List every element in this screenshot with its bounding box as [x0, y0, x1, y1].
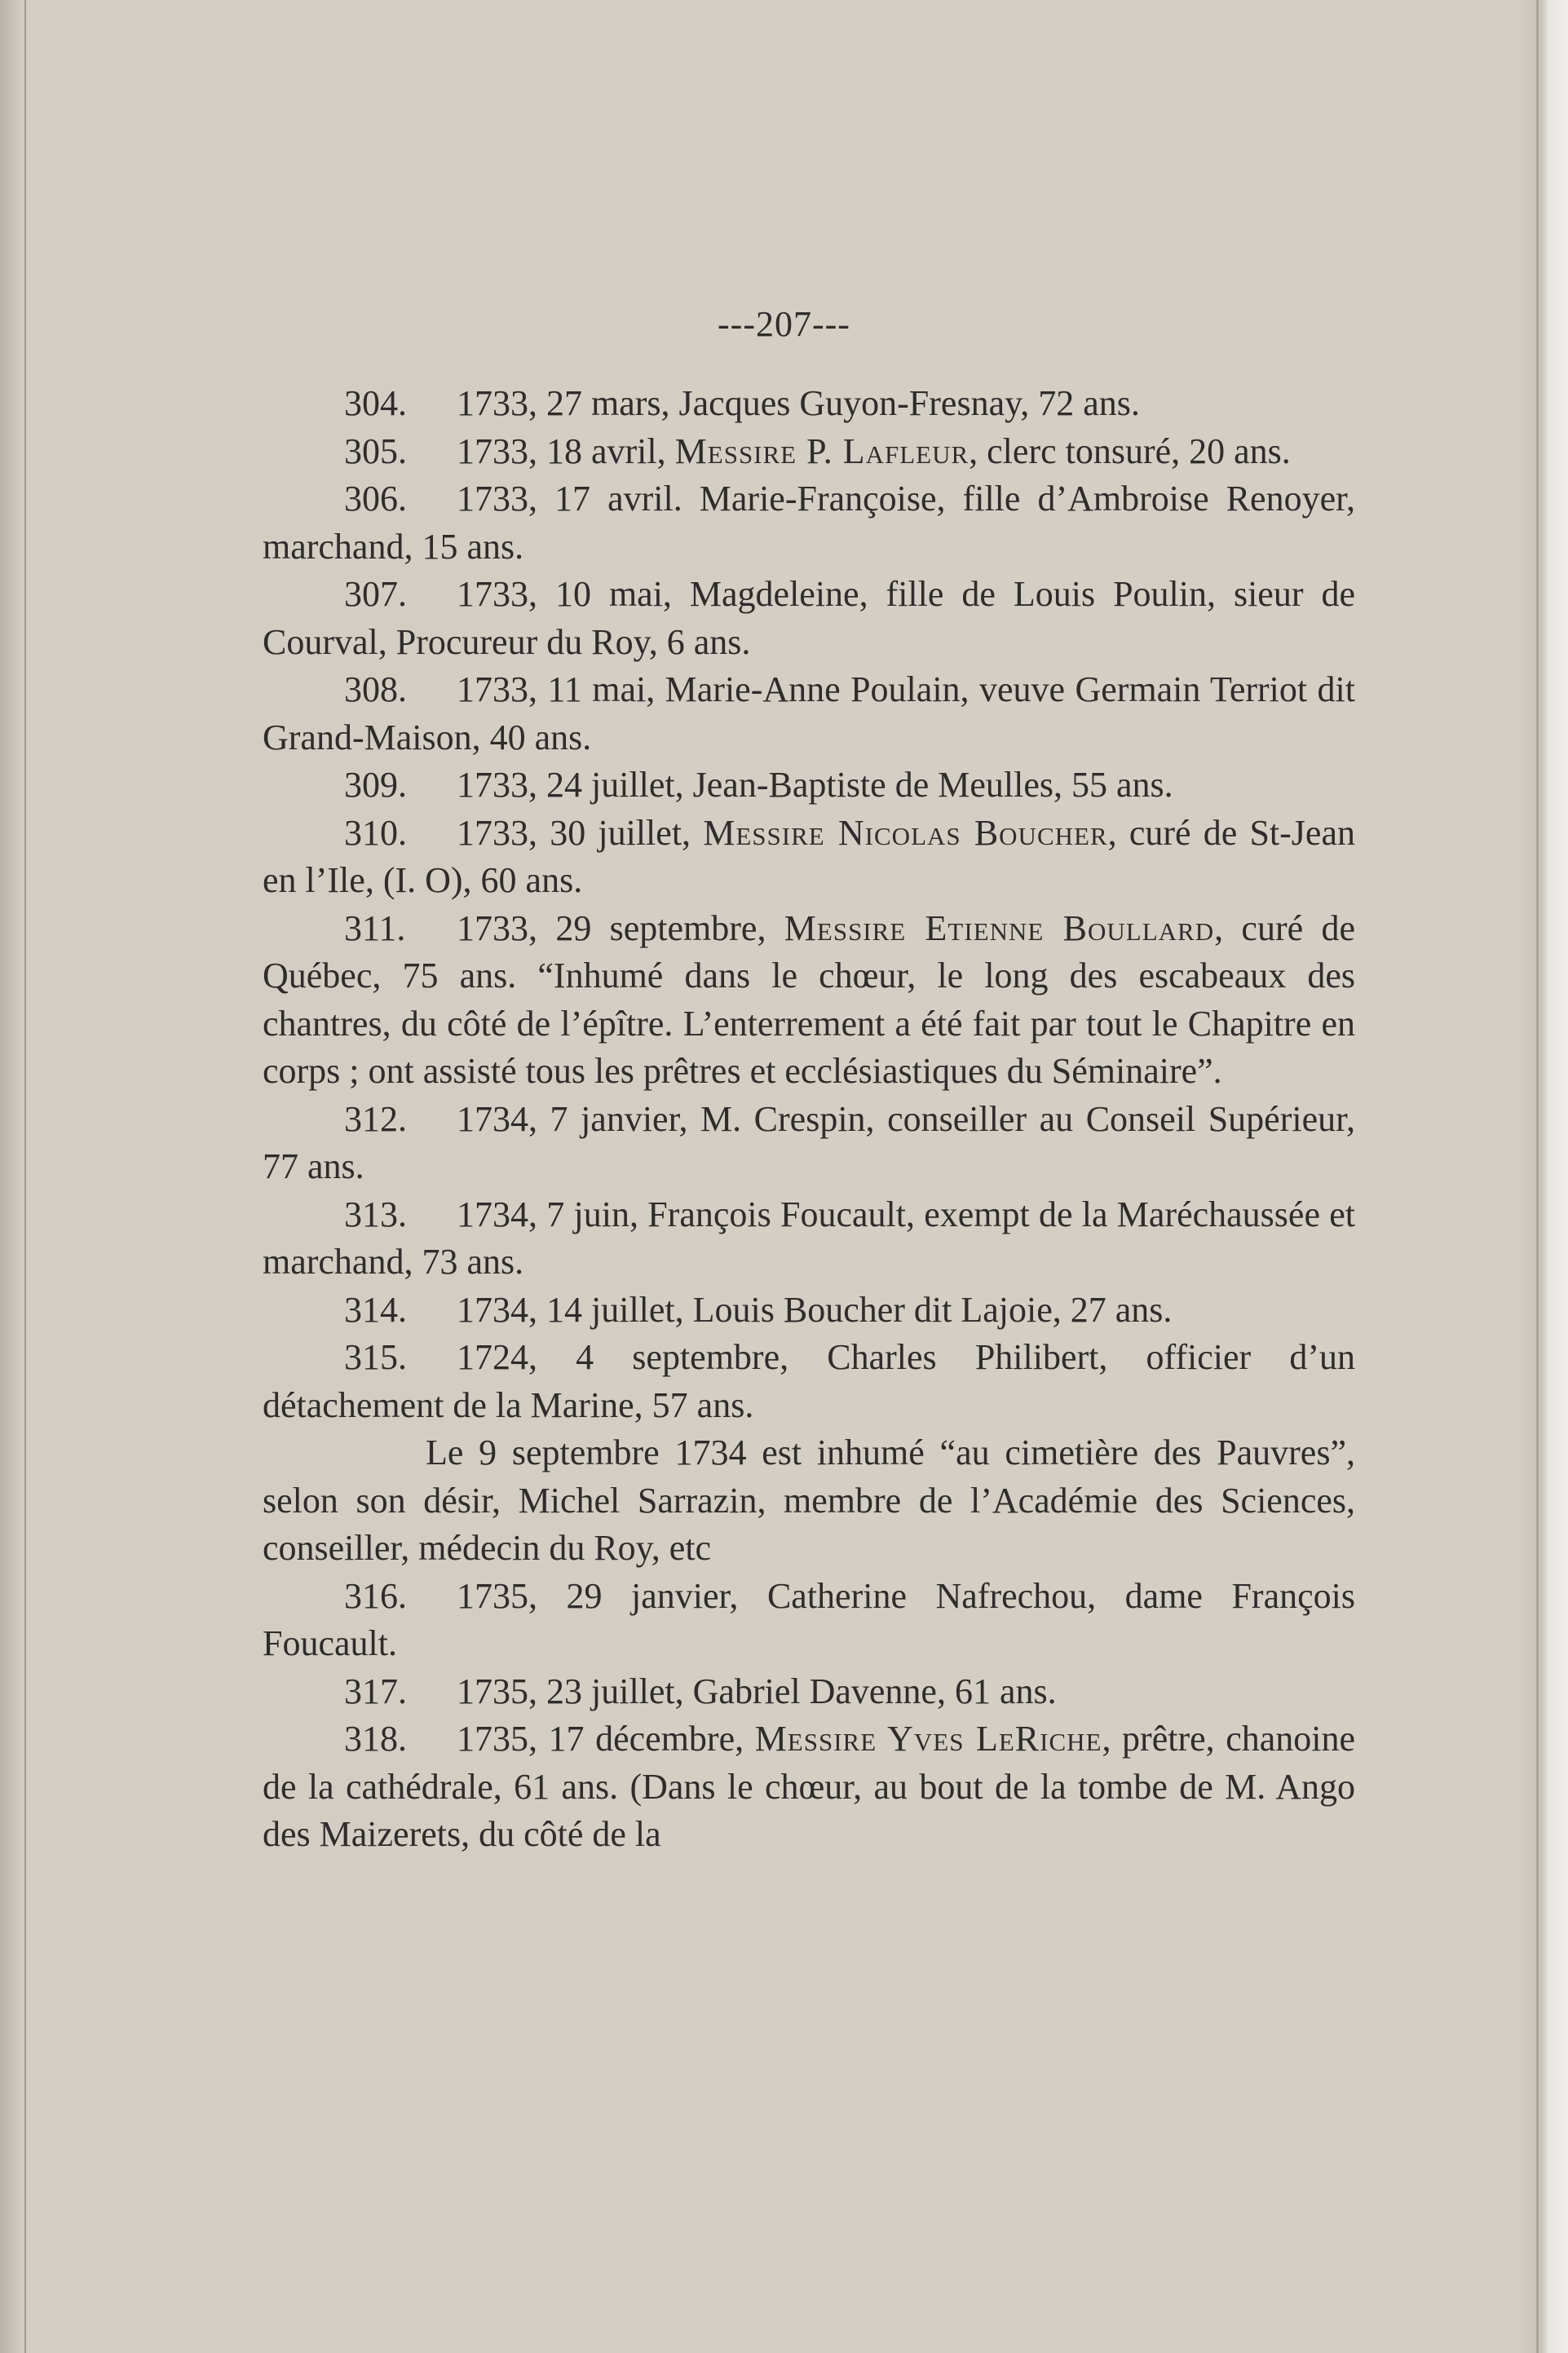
entry	[263, 1287, 1355, 1335]
entry-number: 316.	[344, 1575, 407, 1616]
entry-text: 1735, 17 décembre,	[457, 1719, 755, 1759]
entry	[263, 1668, 1355, 1716]
entry-text: 1733, 11 mai, Marie-Anne Poulain, veuve Germain Terriot dit Grand-Maison, 40 ans.	[263, 669, 1355, 757]
entry-text: 1733, 18 avril,	[457, 430, 675, 471]
clergy-name: Messire P. Lafleur	[674, 430, 970, 471]
entry	[263, 905, 1355, 1096]
entry-text-continued: , clerc tonsuré, 20 ans.	[969, 430, 1291, 471]
entry	[263, 1715, 1355, 1859]
entry-text: 1734, 7 juin, François Foucault, exempt de la Maréchaussée et marchand, 73 ans.	[263, 1194, 1355, 1282]
entry-number: 318.	[344, 1719, 407, 1759]
entry-text-continued: , curé de Québec, 75 ans. “Inhumé dans le chœur, le long des escabeaux des chantres, du côté de l’épître. L’enterrement a été fait par tout le Chapitre en corps ; ont assisté tous les prêtres et ecclésiastiques du Séminaire”.	[263, 907, 1355, 1091]
entry-text: 1724, 4 septembre, Charles Philibert, officier d’un détachement de la Marine, 57 ans.	[263, 1337, 1355, 1425]
entry-text: 1734, 14 juillet, Louis Boucher dit Lajoie, 27 ans.	[457, 1289, 1173, 1330]
entry-text-continued: , curé de St-Jean en l’Ile, (I. O), 60 ans.	[263, 812, 1355, 900]
entry-text: 1733, 29 septembre,	[457, 907, 784, 948]
entry	[263, 666, 1355, 762]
entry-text: 1734, 7 janvier, M. Crespin, conseiller au Conseil Supérieur, 77 ans.	[263, 1098, 1355, 1186]
entry	[263, 762, 1355, 810]
entry	[263, 1096, 1355, 1191]
entry-number: 306.	[344, 479, 407, 519]
clergy-name: Messire Etienne Boullard	[784, 907, 1215, 948]
entry-text: 1735, 29 janvier, Catherine Nafrechou, dame François Foucault.	[263, 1575, 1355, 1663]
entry	[263, 475, 1355, 571]
entry-number: 309.	[344, 765, 407, 805]
entry	[263, 1573, 1355, 1668]
page-edge	[1536, 0, 1539, 2353]
entry-text: 1733, 10 mai, Magdeleine, fille de Louis Poulin, sieur de Courval, Procureur du Roy, 6 ans.	[263, 574, 1355, 662]
entry-number: 315.	[344, 1337, 407, 1377]
entry-number: 304.	[344, 383, 407, 423]
entries-list	[263, 380, 1355, 1429]
entry-number: 313.	[344, 1194, 407, 1234]
gutter-line	[24, 0, 26, 2353]
entry-text: 1733, 24 juillet, Jean-Baptiste de Meulles, 55 ans.	[457, 765, 1173, 805]
entry-number: 317.	[344, 1671, 407, 1711]
entries-list-continued	[263, 1573, 1355, 1859]
entry	[263, 380, 1355, 428]
clergy-name: Messire Yves LeRiche	[754, 1719, 1102, 1759]
entry-number: 308.	[344, 669, 407, 709]
entry-number: 310.	[344, 812, 407, 853]
entry-text: 1733, 17 avril. Marie-Françoise, fille d’Ambroise Renoyer, marchand, 15 ans.	[263, 479, 1355, 567]
entry-text: 1735, 23 juillet, Gabriel Davenne, 61 ans.	[457, 1671, 1057, 1711]
entry-number: 305.	[344, 430, 407, 471]
entry-number: 311.	[344, 907, 406, 948]
clergy-name: Messire Nicolas Boucher	[703, 812, 1108, 853]
burial-note: Le 9 septembre 1734 est inhumé “au cimetière des Pauvres”, selon son désir, Michel Sarrazin, membre de l’Académie des Sciences, conseiller, médecin du Roy, etc	[263, 1433, 1355, 1568]
entry-text: 1733, 30 juillet,	[457, 812, 704, 853]
entry-number: 314.	[344, 1289, 407, 1330]
page-number: ---207---	[718, 304, 850, 344]
entry-number: 307.	[344, 574, 407, 614]
entry-number: 312.	[344, 1098, 407, 1139]
entry	[263, 1191, 1355, 1287]
entry	[263, 571, 1355, 666]
entry-text-continued: , prêtre, chanoine de la cathédrale, 61 ans. (Dans le chœur, au bout de la tombe de M. Ango des Maizerets, du côté de la	[263, 1719, 1356, 1854]
entry	[263, 810, 1355, 905]
entry	[263, 428, 1355, 476]
entry	[263, 1334, 1355, 1429]
entry-text: 1733, 27 mars, Jacques Guyon-Fresnay, 72 ans.	[457, 383, 1140, 423]
text-block	[263, 380, 1355, 1859]
